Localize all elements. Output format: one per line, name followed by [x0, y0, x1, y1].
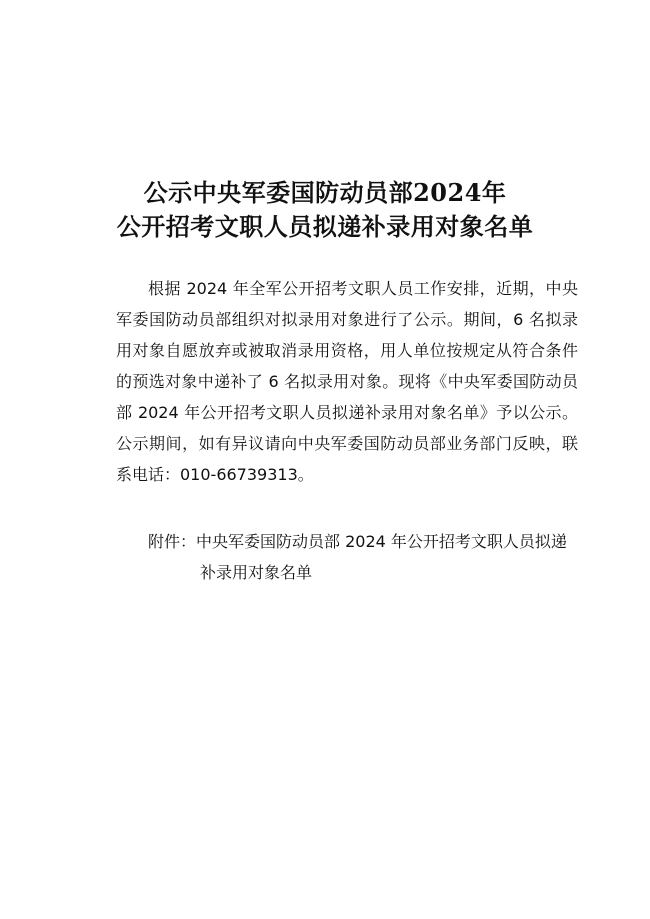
body-paragraph: 根据 2024 年全军公开招考文职人员工作安排，近期，中央军委国防动员部组织对拟录用对象进行了公示。期间，6 名拟录用对象自愿放弃或被取消录用资格，用人单位按规定从符合条件的预选对象中递补了 6 名拟录用对象。现将《中央军委国防动员部 2024 年公开招考文职人员拟递补录用对象名单》予以公示。公示期间，如有异议请向中央军委国防动员部业务部门反映，联系电话：010-66739313。 [116, 279, 578, 484]
title-line-1: 公示中央军委国防动员部2024年 [143, 178, 507, 207]
document-title [0, 176, 650, 244]
title-line-2: 公开招考文职人员拟递补录用对象名单 [116, 212, 534, 241]
attachment-note: 附件：中央军委国防动员部 2024 年公开招考文职人员拟递补录用对象名单 [148, 532, 567, 582]
